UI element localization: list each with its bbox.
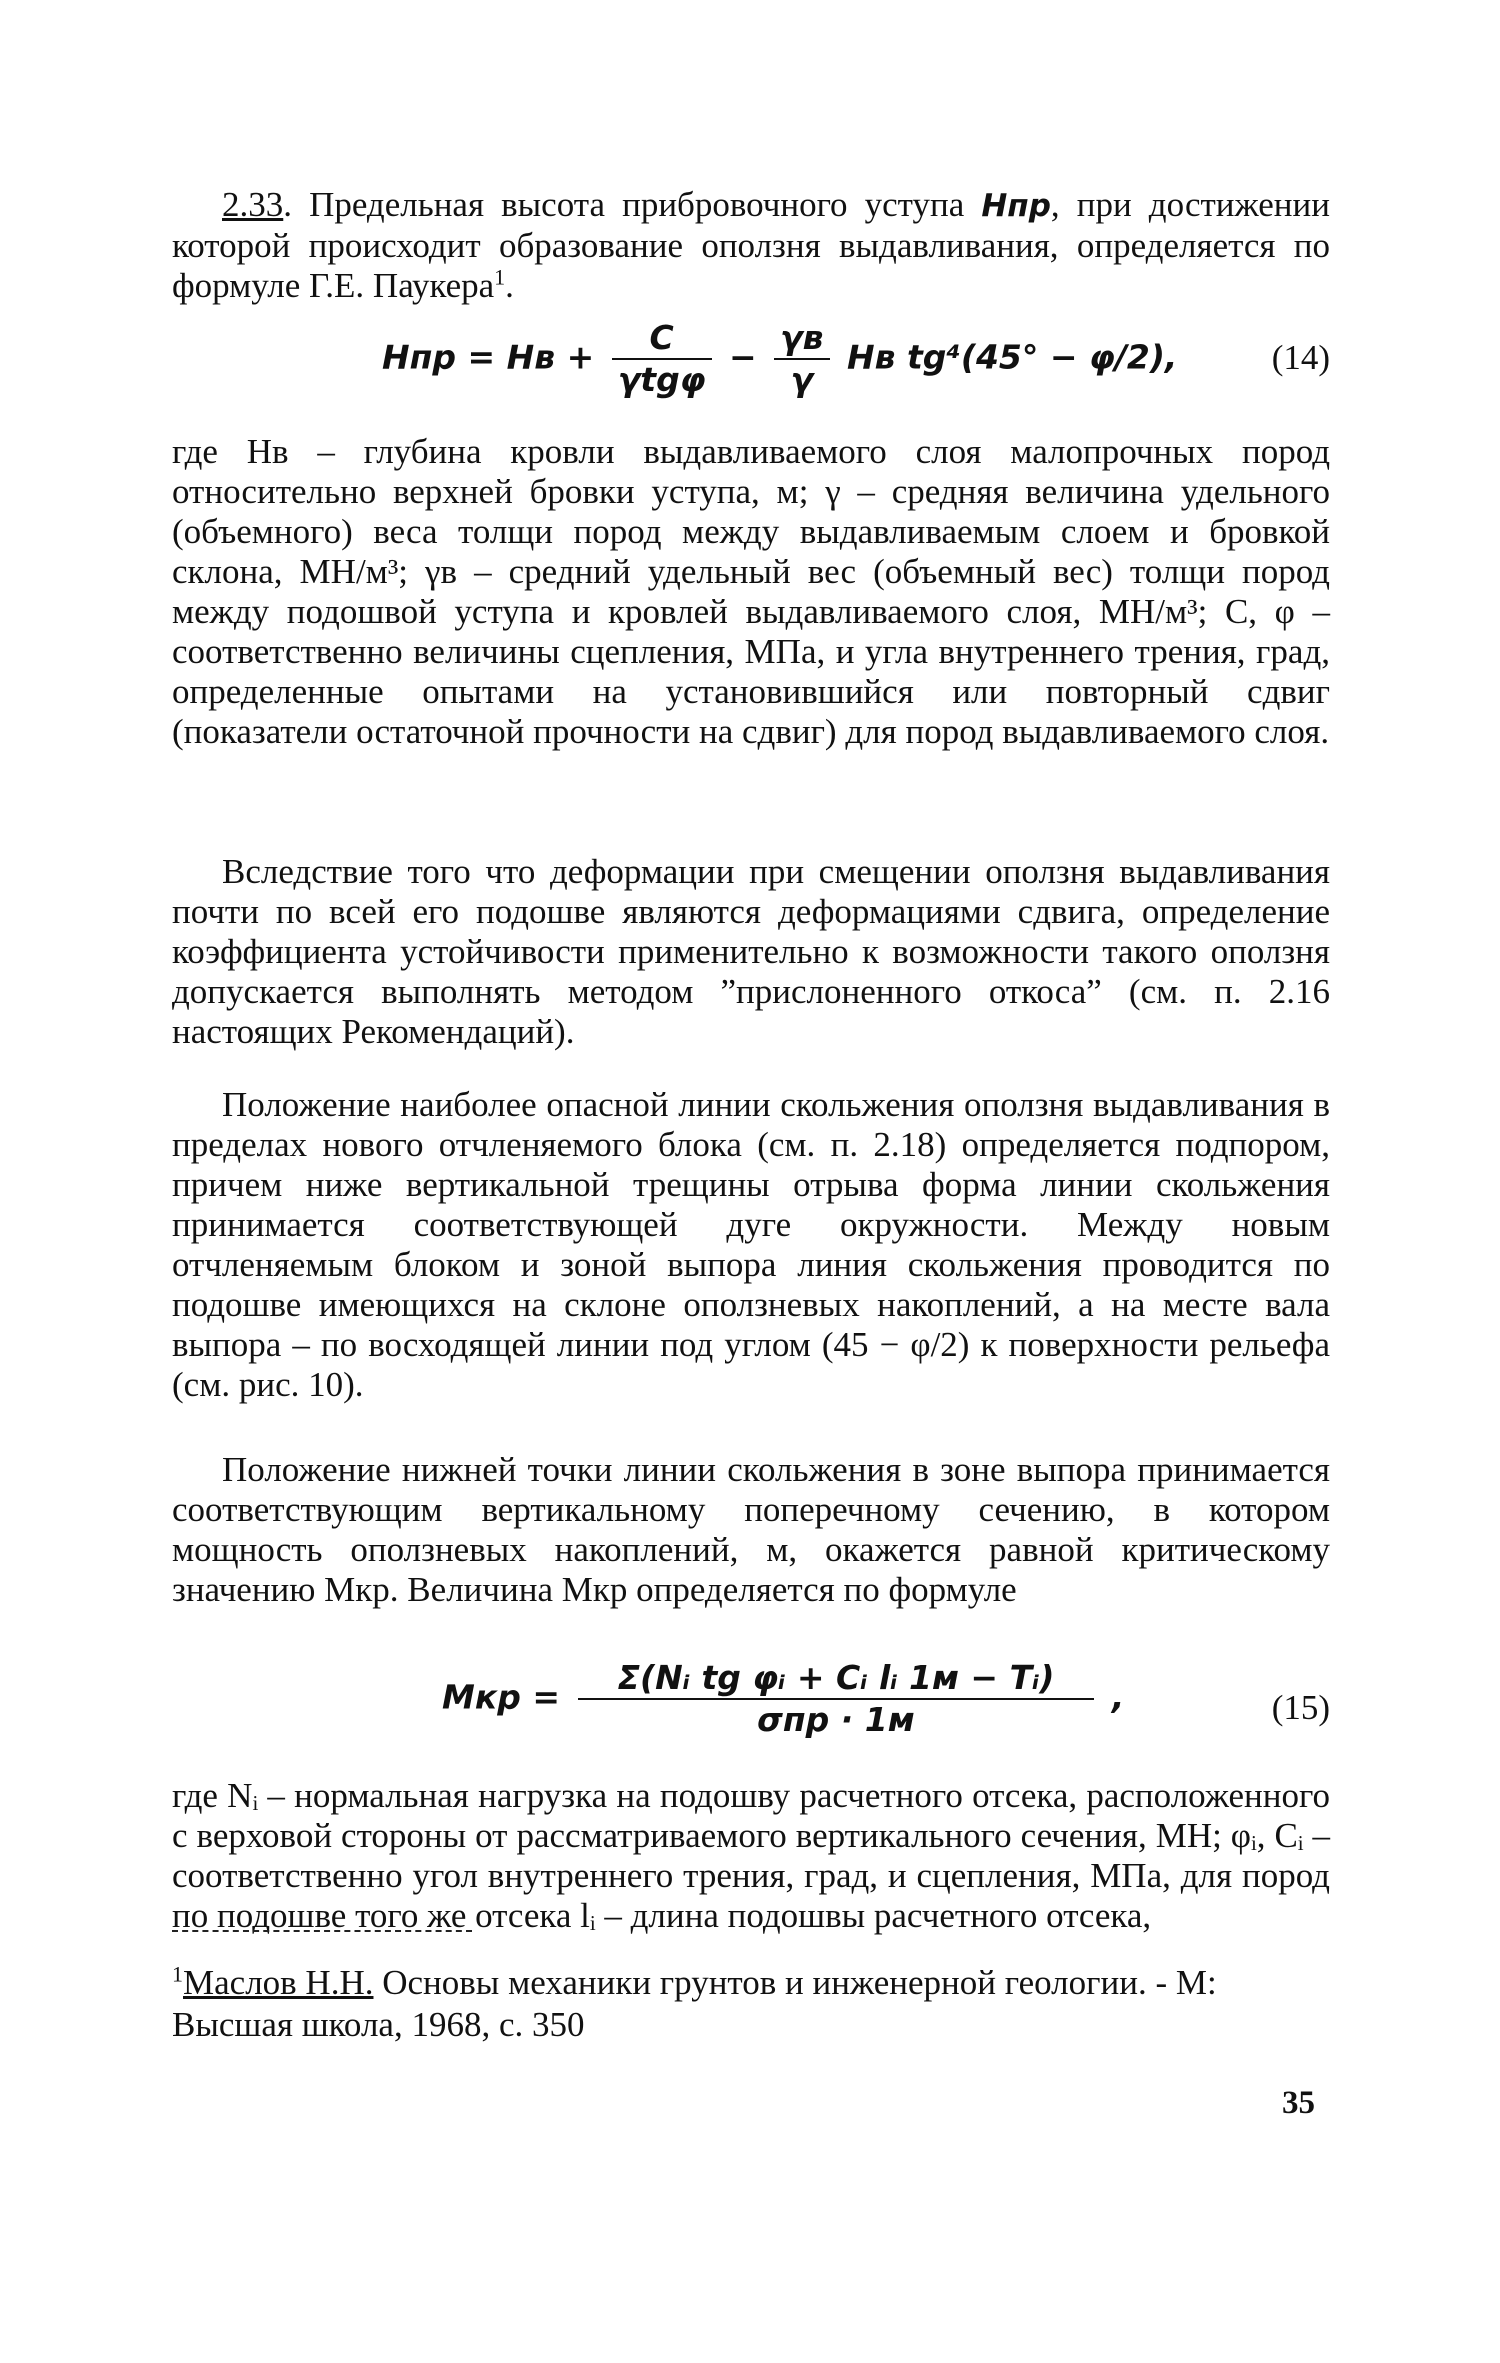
paragraph-3: Положение наиболее опасной линии скольжения оползня выдавливания в пределах нового отчленяемого блока (см. п. 2.18) определяется подпором, причем ниже вертикальной трещины отрыва форма линии скольжения принимается соответствующей дуге окружности. Между новым отчленяемым блоком и зоной выпора линия скольжения проводится по подошве имеющихся на склоне оползневых накоплений, а на месте вала выпора – по восходящей линии под углом (45 − φ/2) к поверхности рельефа (см. рис. 10).	[172, 1085, 1330, 1404]
formula-14-frac2	[774, 320, 829, 398]
formula-14	[172, 320, 1330, 400]
formula-14-frac1-num: C	[612, 320, 712, 360]
intro-rest: , при достижении которой происходит образование оползня выдавливания, определяется по формуле Г.Е. Паукера	[172, 185, 1330, 305]
section-paragraph	[172, 185, 1330, 306]
page-number: 35	[1282, 2085, 1315, 2121]
paragraph-3-block	[172, 1085, 1330, 1405]
formula-15-numerator: Σ(Nᵢ tg φᵢ + Cᵢ lᵢ 1м − Tᵢ)	[578, 1660, 1095, 1700]
section-number: 2.33	[222, 185, 284, 224]
formula-15-lhs: Mкр =	[442, 1677, 560, 1717]
formula-14-tail: Hв tg⁴(45° − φ/2),	[847, 337, 1178, 377]
formula-15-number: (15)	[1271, 1688, 1330, 1727]
formula-14-frac1-den: γtgφ	[617, 360, 706, 399]
definitions-block-1	[172, 432, 1330, 752]
footnote	[172, 1962, 1330, 2046]
footnote-author: Маслов Н.Н.	[183, 1963, 374, 2002]
formula-15	[172, 1660, 1330, 1760]
formula-14-frac1	[612, 320, 712, 398]
paragraph-2: Вследствие того что деформации при смещении оползня выдавливания почти по всей его подошве являются деформациями сдвига, определение коэффициента устойчивости применительно к возможности такого оползня допускается выполнять методом ”прислоненного откоса” (см. п. 2.16 настоящих Рекомендаций).	[172, 852, 1330, 1051]
definitions-2-text: где Nᵢ – нормальная нагрузка на подошву расчетного отсека, расположенного с верховой стороны от рассматриваемого вертикального сечения, МН; φᵢ, Cᵢ – соответственно угол внутреннего трения, град, и сцепления, МПа, для пород по подошве того же отсека lᵢ – длина подошвы расчетного отсека,	[172, 1776, 1330, 1935]
definitions-block-2	[172, 1776, 1330, 1936]
intro-paragraph	[172, 185, 1330, 306]
formula-14-body	[382, 320, 1177, 398]
formula-15-frac	[578, 1660, 1095, 1738]
footnote-text: Основы механики грунтов и инженерной геологии. - М: Высшая школа, 1968, с. 350	[172, 1963, 1217, 2044]
definitions-1-text: где Hв – глубина кровли выдавливаемого слоя малопрочных пород относительно верхней бровки уступа, м; γ – средняя величина удельного (объемного) веса толщи пород между выдавливаемым слоем и бровкой склона, МН/м³; γв – средний удельный вес (объемный вес) толщи пород между подошвой уступа и кровлей выдавливаемого слоя, МН/м³; C, φ – соответственно величины сцепления, МПа, и угла внутреннего трения, град, определенные опытами на установившийся или повторный сдвиг (показатели остаточной прочности на сдвиг) для пород выдавливаемого слоя.	[172, 432, 1330, 751]
paragraph-4-block	[172, 1450, 1330, 1610]
formula-14-lhs: Hпр = Hв +	[382, 337, 595, 377]
formula-15-denominator: σпр · 1м	[757, 1700, 915, 1739]
var-hpr: Hпр	[981, 188, 1051, 224]
paragraph-2-block	[172, 852, 1330, 1052]
footnote-mark: 1	[494, 264, 506, 290]
intro-end: .	[505, 266, 514, 305]
formula-14-frac2-den: γ	[790, 360, 814, 399]
formula-14-number: (14)	[1271, 338, 1330, 377]
formula-15-body	[442, 1660, 1124, 1738]
footnote-separator	[172, 1930, 472, 1932]
footnote-number: 1	[172, 1961, 183, 1987]
formula-15-comma: ,	[1111, 1677, 1125, 1717]
formula-14-frac2-num: γв	[774, 320, 829, 360]
paragraph-4: Положение нижней точки линии скольжения в зоне выпора принимается соответствующим вертикальному поперечному сечению, в котором мощность оползневых накоплений, м, окажется равной критическому значению Mкр. Величина Mкр определяется по формуле	[172, 1450, 1330, 1609]
intro-text: . Предельная высота прибровочного уступа	[283, 185, 982, 224]
formula-14-minus: −	[729, 337, 757, 377]
